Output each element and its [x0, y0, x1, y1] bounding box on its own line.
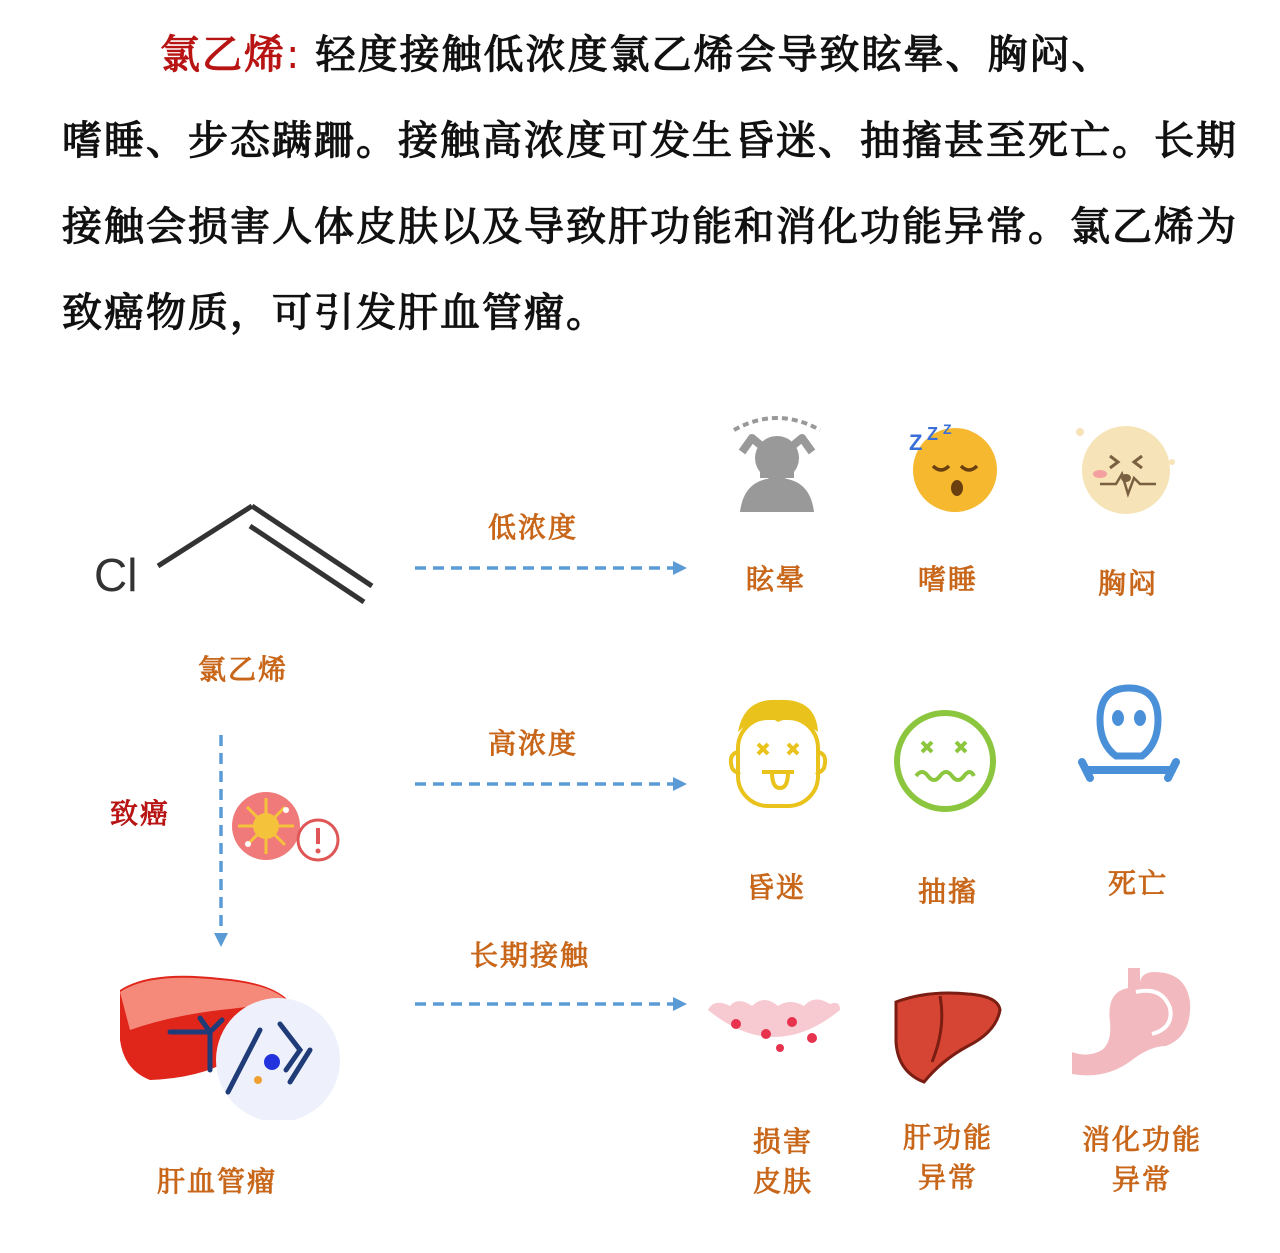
intro-line1: 轻度接触低浓度氯乙烯会导致眩晕、胸闷、 [315, 32, 1114, 78]
liver-icon [888, 988, 1006, 1088]
effect-convulsion: 抽搐 [918, 875, 979, 908]
cancer-cell-icon [230, 788, 346, 868]
arrow-label-high: 高浓度 [488, 727, 579, 760]
chest-pain-face-icon [1070, 418, 1180, 518]
effect-skin-line2: 皮肤 [752, 1165, 814, 1198]
effect-liver-function [903, 1118, 993, 1198]
chlorine-atom-label: Cl [94, 549, 138, 601]
effect-liver-line1: 肝功能 [902, 1121, 994, 1154]
effect-dizziness: 眩晕 [746, 563, 807, 596]
intro-rest: 嗜睡、步态蹒跚。接触高浓度可发生昏迷、抽搐甚至死亡。长期接触会损害人体皮肤以及导致肝功能和消化功能异常。氯乙烯为致癌物质，可引发肝血管瘤。 [62, 118, 1238, 336]
effect-digestive-line1: 消化功能 [1081, 1123, 1203, 1156]
effect-skin [753, 1122, 813, 1202]
dizzy-person-icon [722, 408, 832, 514]
effect-liver-line2: 异常 [917, 1161, 979, 1194]
intro-term: 氯乙烯 [160, 32, 286, 78]
coma-face-icon [724, 692, 832, 810]
arrow-label-long: 长期接触 [470, 939, 591, 972]
arrow-label-low: 低浓度 [488, 511, 579, 544]
single-bond [158, 506, 252, 566]
svg-text:Z: Z [927, 424, 938, 444]
molecule-name: 氯乙烯 [198, 653, 289, 686]
intro-colon: : [286, 32, 302, 78]
double-bond-a [252, 506, 372, 586]
convulsion-face-icon [890, 706, 1000, 816]
svg-text:Z: Z [943, 421, 952, 437]
effect-drowsiness: 嗜睡 [918, 563, 979, 596]
arrow-high-concentration [415, 774, 695, 794]
hemangioma-label: 肝血管瘤 [157, 1165, 278, 1198]
arrow-long-term [415, 994, 695, 1014]
effect-death: 死亡 [1108, 867, 1169, 900]
arrow-low-concentration [415, 558, 695, 578]
liver-hemangioma-icon [110, 970, 350, 1120]
vinyl-chloride-structure [80, 480, 400, 610]
effect-chest-tightness: 胸闷 [1098, 567, 1159, 600]
sleepy-face-icon [905, 420, 1000, 515]
stomach-icon [1066, 962, 1196, 1080]
double-bond-b [250, 526, 364, 602]
intro-paragraph [62, 12, 1242, 356]
skull-crossbones-icon [1076, 682, 1182, 800]
svg-text:Z: Z [909, 430, 923, 455]
effect-digestive-function [1082, 1120, 1202, 1200]
effect-digestive-line2: 异常 [1111, 1163, 1173, 1196]
intro-first-line [62, 12, 1242, 98]
damaged-skin-icon [704, 994, 844, 1058]
effect-skin-line1: 损害 [752, 1125, 814, 1158]
carcinogen-label: 致癌 [110, 797, 171, 830]
effect-coma: 昏迷 [746, 871, 807, 904]
